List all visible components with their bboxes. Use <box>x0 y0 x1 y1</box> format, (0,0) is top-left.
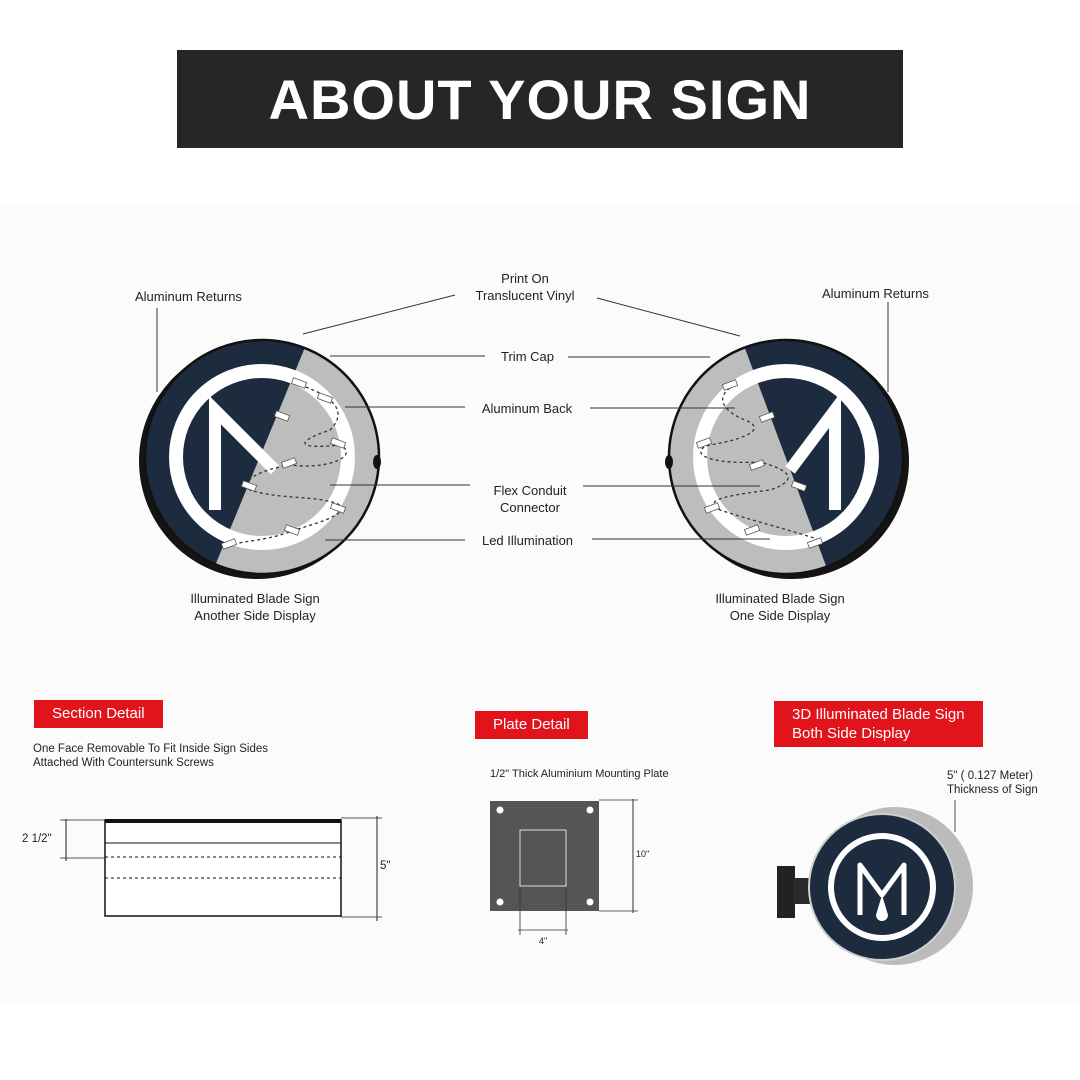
caption-left-line2: Another Side Display <box>194 608 316 623</box>
section-dim-left: 2 1/2" <box>22 833 52 845</box>
section-note-line2: Attached With Countersunk Screws <box>33 757 214 769</box>
label-trim-cap: Trim Cap <box>501 349 554 364</box>
section-dim-right: 5" <box>380 860 391 872</box>
section-detail-note <box>33 742 268 770</box>
caption-left-line1: Illuminated Blade Sign <box>190 591 320 606</box>
plate-detail-tag: Plate Detail <box>475 711 588 739</box>
section-detail-drawing <box>60 816 382 921</box>
3d-sign-thickness-line1: 5" ( 0.127 Meter) <box>947 770 1033 782</box>
3d-sign-thickness-line2: Thickness of Sign <box>947 784 1038 796</box>
label-aluminum-back: Aluminum Back <box>481 401 573 416</box>
label-print-on-vinyl <box>455 270 595 304</box>
label-print-on: Print On <box>501 271 549 286</box>
caption-left-sign <box>170 590 340 624</box>
label-aluminum-returns-right: Aluminum Returns <box>822 286 929 301</box>
plate-detail-note: 1/2" Thick Aluminium Mounting Plate <box>490 768 669 780</box>
caption-right-line2: One Side Display <box>729 608 831 623</box>
right-sign-illustration <box>660 335 910 590</box>
plate-detail-drawing <box>490 799 638 935</box>
label-flex-conduit <box>470 482 590 516</box>
3d-sign-tag-line1: 3D Illuminated Blade Sign <box>792 706 965 723</box>
page-title: ABOUT YOUR SIGN <box>268 67 812 131</box>
label-flex-conduit-line2: Connector <box>500 500 560 515</box>
left-sign-illustration <box>139 335 400 590</box>
caption-right-line1: Illuminated Blade Sign <box>715 591 845 606</box>
3d-blade-sign-illustration <box>777 800 973 965</box>
label-flex-conduit-line1: Flex Conduit <box>493 483 567 498</box>
label-translucent-vinyl: Translucent Vinyl <box>475 288 575 303</box>
3d-sign-thickness <box>947 769 1038 797</box>
plate-dim-height: 10" <box>636 849 650 859</box>
section-note-line1: One Face Removable To Fit Inside Sign Sides <box>33 743 269 755</box>
section-detail-tag: Section Detail <box>34 700 163 728</box>
label-led-illumination: Led Illumination <box>481 533 574 548</box>
label-aluminum-returns-left: Aluminum Returns <box>135 289 242 304</box>
3d-sign-tag-line2: Both Side Display <box>792 725 911 742</box>
plate-dim-width: 4" <box>539 936 548 946</box>
caption-right-sign <box>695 590 865 624</box>
3d-sign-tag <box>774 701 983 747</box>
